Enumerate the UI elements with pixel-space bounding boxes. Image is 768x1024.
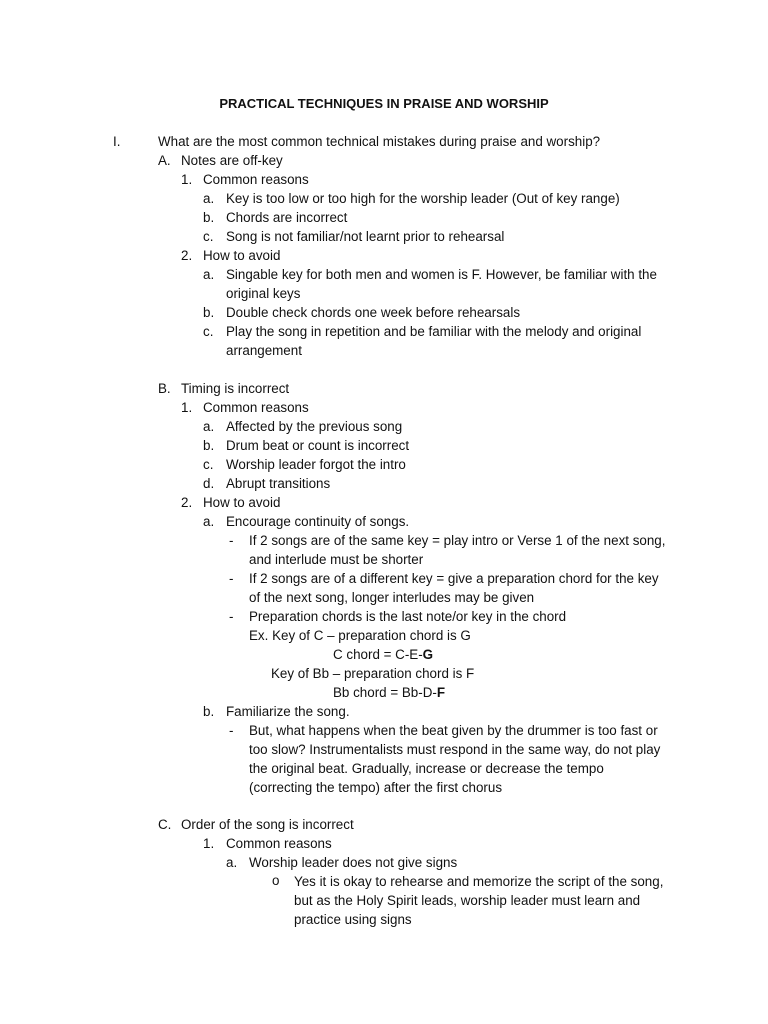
list-marker: 1. — [181, 400, 193, 415]
list-marker: a. — [203, 191, 215, 206]
dash-marker: - — [229, 723, 234, 738]
list-item-continuation: arrangement — [226, 343, 302, 358]
document-title: PRACTICAL TECHNIQUES IN PRAISE AND WORSHIP — [219, 96, 549, 111]
dash-item: If 2 songs are of the same key = play intro or Verse 1 of the next song, — [249, 533, 666, 548]
list-item: Chords are incorrect — [226, 210, 348, 225]
section-question: What are the most common technical mistakes during praise and worship? — [158, 134, 601, 149]
list-marker: d. — [203, 476, 215, 491]
list-marker: c. — [203, 457, 214, 472]
list-marker: b. — [203, 438, 215, 453]
list-item-label: How to avoid — [203, 248, 281, 263]
list-item: Affected by the previous song — [226, 419, 403, 434]
list-marker: a. — [203, 514, 215, 529]
chord-prep-note: F — [436, 685, 446, 700]
dash-item-continuation: and interlude must be shorter — [249, 552, 424, 567]
chord-prep-note: G — [422, 647, 434, 662]
chord-text: C chord = C-E- — [333, 647, 423, 662]
list-marker: B. — [158, 381, 171, 396]
list-item: Worship leader forgot the intro — [226, 457, 406, 472]
subsection-heading: Timing is incorrect — [181, 381, 290, 396]
bullet-marker: o — [272, 873, 280, 888]
list-marker: 1. — [203, 836, 215, 851]
dash-marker: - — [229, 571, 234, 586]
list-item: Worship leader does not give signs — [249, 855, 458, 870]
list-marker: b. — [203, 210, 215, 225]
list-item: Singable key for both men and women is F. However, be familiar with the — [226, 267, 657, 282]
list-marker: b. — [203, 704, 215, 719]
list-marker: 1. — [181, 172, 193, 187]
list-item: Play the song in repetition and be familiar with the melody and original — [226, 324, 642, 339]
list-marker: c. — [203, 324, 214, 339]
chord-text: Bb chord = Bb-D- — [333, 685, 437, 700]
subsection-heading: Order of the song is incorrect — [181, 817, 354, 832]
list-marker: C. — [158, 817, 172, 832]
list-item: Drum beat or count is incorrect — [226, 438, 410, 453]
list-item-label: How to avoid — [203, 495, 281, 510]
dash-item: But, what happens when the beat given by the drummer is too fast or — [249, 723, 658, 738]
list-item-label: Common reasons — [203, 172, 309, 187]
bullet-item-continuation: practice using signs — [294, 912, 412, 927]
dash-item: Preparation chords is the last note/or key in the chord — [249, 609, 567, 624]
list-item-continuation: original keys — [226, 286, 301, 301]
list-item: Encourage continuity of songs. — [226, 514, 410, 529]
bullet-item: Yes it is okay to rehearse and memorize the script of the song, — [294, 874, 664, 889]
section-marker: I. — [113, 134, 121, 149]
bullet-item-continuation: but as the Holy Spirit leads, worship leader must learn and — [294, 893, 641, 908]
list-marker: b. — [203, 305, 215, 320]
list-marker: a. — [226, 855, 238, 870]
dash-marker: - — [229, 609, 234, 624]
chord-line — [333, 683, 445, 702]
dash-item-continuation: (correcting the tempo) after the first chorus — [249, 780, 503, 795]
chord-line — [333, 645, 433, 664]
list-item: Familiarize the song. — [226, 704, 350, 719]
dash-item-continuation: the original beat. Gradually, increase or decrease the tempo — [249, 761, 604, 776]
list-item-label: Common reasons — [226, 836, 332, 851]
dash-item-continuation: too slow? Instrumentalists must respond in the same way, do not play — [249, 742, 661, 757]
dash-item-continuation: of the next song, longer interludes may be given — [249, 590, 535, 605]
list-item: Key is too low or too high for the worship leader (Out of key range) — [226, 191, 620, 206]
example-line: Key of Bb – preparation chord is F — [271, 666, 475, 681]
list-item: Song is not familiar/not learnt prior to rehearsal — [226, 229, 505, 244]
list-marker: 2. — [181, 248, 193, 263]
list-marker: A. — [158, 153, 171, 168]
list-marker: a. — [203, 419, 215, 434]
dash-marker: - — [229, 533, 234, 548]
list-marker: a. — [203, 267, 215, 282]
list-marker: c. — [203, 229, 214, 244]
list-item: Abrupt transitions — [226, 476, 331, 491]
dash-item: If 2 songs are of a different key = give a preparation chord for the key — [249, 571, 659, 586]
list-item: Double check chords one week before rehearsals — [226, 305, 521, 320]
list-item-label: Common reasons — [203, 400, 309, 415]
example-line: Ex. Key of C – preparation chord is G — [249, 628, 471, 643]
list-marker: 2. — [181, 495, 193, 510]
subsection-heading: Notes are off-key — [181, 153, 283, 168]
